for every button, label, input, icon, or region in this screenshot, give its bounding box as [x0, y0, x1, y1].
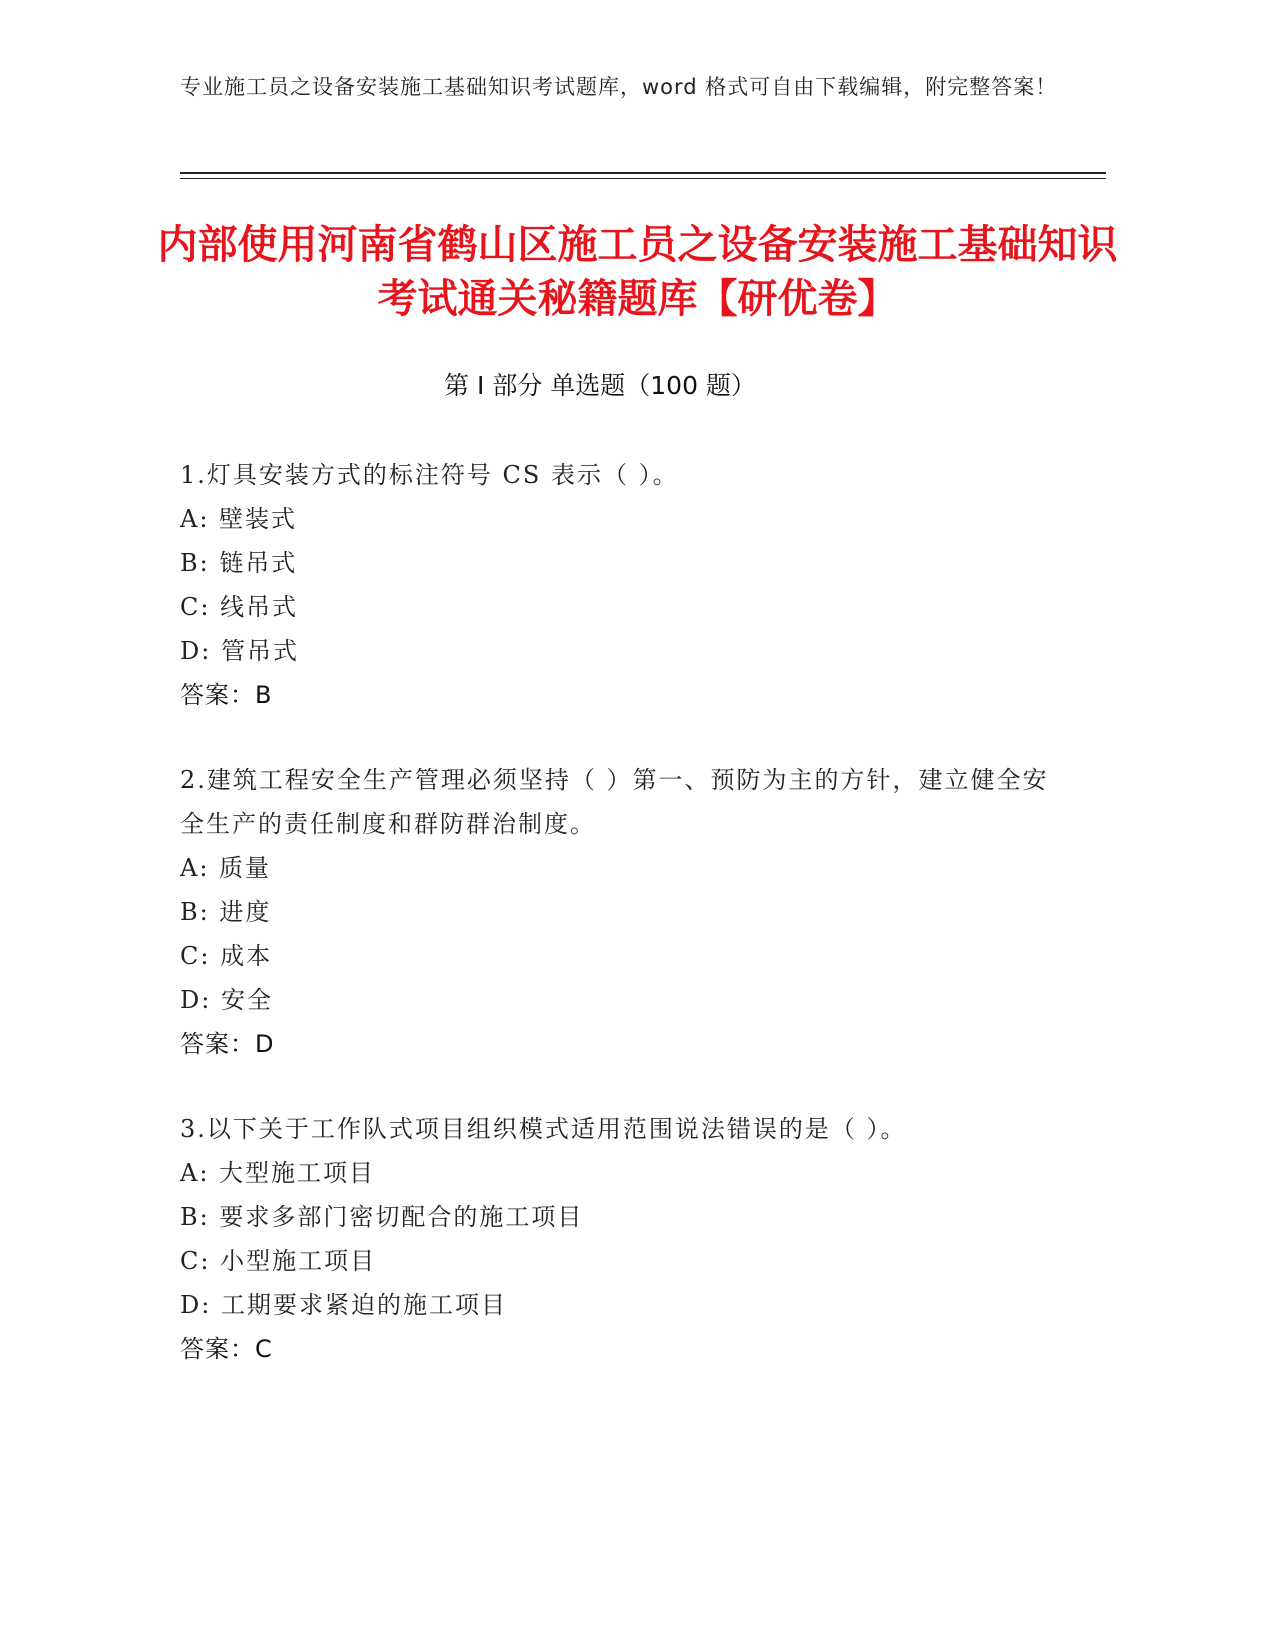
question-block [180, 1107, 1060, 1371]
answer-line: 答案：B [180, 681, 273, 709]
document-title: 内部使用河南省鹤山区施工员之设备安装施工基础知识考试通关秘籍题库【研优卷】 [157, 222, 1118, 322]
option-a: A: 质量 [180, 854, 272, 882]
option-d: D: 工期要求紧迫的施工项目 [180, 1291, 507, 1319]
option-b: B: 要求多部门密切配合的施工项目 [180, 1203, 584, 1231]
option-a: A: 壁装式 [180, 505, 298, 533]
section-heading: 第 I 部分 单选题（100 题） [444, 371, 756, 400]
question-stem: 3.以下关于工作队式项目组织模式适用范围说法错误的是（ ）。 [180, 1115, 907, 1143]
option-b: B: 进度 [180, 898, 272, 926]
option-c: C: 线吊式 [180, 593, 299, 621]
option-a: A: 大型施工项目 [180, 1159, 376, 1187]
answer-line: 答案：D [180, 1030, 275, 1058]
header-divider-thin [180, 178, 1106, 179]
header-note: 专业施工员之设备安装施工基础知识考试题库，word 格式可自由下载编辑，附完整答案！ [180, 75, 1058, 99]
question-stem: 2.建筑工程安全生产管理必须坚持（ ）第一、预防为主的方针，建立健全安全生产的责任制度和群防群治制度。 [180, 766, 1049, 838]
option-c: C: 小型施工项目 [180, 1247, 377, 1275]
option-b: B: 链吊式 [180, 549, 298, 577]
option-d: D: 安全 [180, 986, 273, 1014]
option-c: C: 成本 [180, 942, 273, 970]
answer-line: 答案：C [180, 1335, 273, 1363]
question-block [180, 758, 1060, 1066]
question-block [180, 453, 1060, 717]
option-d: D: 管吊式 [180, 637, 299, 665]
question-stem: 1.灯具安装方式的标注符号 CS 表示（ ）。 [180, 461, 679, 489]
header-divider-thick [180, 172, 1106, 174]
